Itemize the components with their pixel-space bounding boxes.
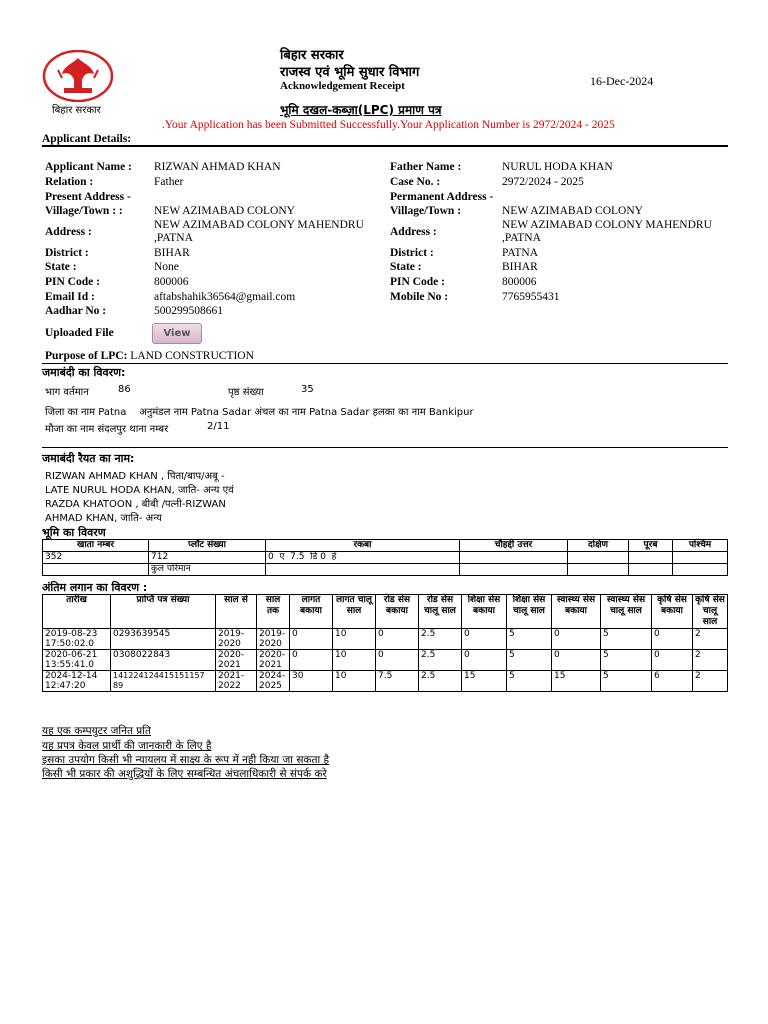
divider xyxy=(42,145,728,147)
column-header: लागत चालू साल xyxy=(333,595,376,629)
table-cell: 5 xyxy=(601,629,652,650)
footer-note: इसका उपयोग किसी भी न्यायलय में साक्ष्य के रूप में नही किया जा सकता है xyxy=(42,754,330,766)
table-header-row xyxy=(43,540,728,552)
email-label: Email Id : xyxy=(45,291,95,303)
table-cell: 0308022843 xyxy=(111,650,216,671)
table-cell: 2020-06-21 13:55:41.0 xyxy=(43,650,111,671)
mobile-label: Mobile No : xyxy=(390,291,449,303)
certificate-title: भूमि दखल-कब्ज़ा(LPC) प्रमाण पत्र xyxy=(280,103,442,117)
perm-address-line1: NEW AZIMABAD COLONY MAHENDRU xyxy=(502,219,712,231)
rent-heading: अंतिम लगान का विवरण : xyxy=(42,581,148,594)
department-name: राजस्व एवं भूमि सुधार विभाग xyxy=(280,65,420,80)
column-header: प्राप्ति पत्र संख्या xyxy=(111,595,216,629)
table-cell: 6 xyxy=(652,671,693,692)
table-cell: 2.5 xyxy=(419,671,462,692)
applicant-details-heading: Applicant Details: xyxy=(42,133,132,145)
father-name-label: Father Name : xyxy=(390,161,462,173)
address-line1: NEW AZIMABAD COLONY MAHENDRU xyxy=(154,219,364,231)
village-label: Village/Town : : xyxy=(45,205,123,217)
column-header: दक्षिण xyxy=(568,540,629,552)
table-cell: 0 xyxy=(462,650,507,671)
case-label: Case No. : xyxy=(390,176,441,188)
table-cell: 0 xyxy=(552,650,601,671)
bihar-emblem-icon xyxy=(42,50,114,102)
footer-note: यह प्रपत्र केवल प्रार्थी की जानकारी के लिए है xyxy=(42,740,212,752)
table-header-row xyxy=(43,595,728,629)
relation-label: Relation : xyxy=(45,176,94,188)
perm-pin-value: 800006 xyxy=(502,276,537,288)
government-name: बिहार सरकार xyxy=(280,48,344,63)
table-cell: 0 xyxy=(652,629,693,650)
perm-district-value: PATNA xyxy=(502,247,539,259)
father-name: NURUL HODA KHAN xyxy=(502,161,613,173)
column-header: पश्चिम xyxy=(673,540,728,552)
table-cell: 7.5 xyxy=(376,671,419,692)
view-file-button[interactable]: View xyxy=(152,323,202,344)
pin-value: 800006 xyxy=(154,276,189,288)
table-cell xyxy=(673,552,728,564)
table-cell: 5 xyxy=(507,629,552,650)
perm-district-label: District : xyxy=(390,247,434,259)
column-header: स्वास्थ्य सेस बकाया xyxy=(552,595,601,629)
land-heading: भूमि का विवरण xyxy=(42,526,106,539)
table-cell: 30 xyxy=(290,671,333,692)
raiyat-line: RAZDA KHATOON , बीबी /पत्नी-RIZWAN xyxy=(45,499,226,510)
applicant-name-label: Applicant Name : xyxy=(45,161,132,173)
footer-note: यह एक कम्पयुटर जनित प्रति xyxy=(42,725,151,737)
column-header: चौहद्दी उत्तर xyxy=(460,540,568,552)
table-cell: 5 xyxy=(601,671,652,692)
district-label: District : xyxy=(45,247,89,259)
table-cell xyxy=(43,564,149,576)
table-cell: 0 xyxy=(376,629,419,650)
purpose-label: Purpose of LPC: xyxy=(45,350,128,362)
table-row xyxy=(43,564,728,576)
table-cell: 0 ए 7.5 डि 0 हे xyxy=(266,552,460,564)
raiyat-line: RIZWAN AHMAD KHAN , पिता/बाप/अबू - xyxy=(45,471,225,482)
perm-pin-label: PIN Code : xyxy=(390,276,445,288)
column-header: कृषि सेस चालू साल xyxy=(693,595,728,629)
page-value: 35 xyxy=(301,384,314,395)
address-label: Address : xyxy=(45,226,92,238)
table-cell: 2 xyxy=(693,629,728,650)
table-cell xyxy=(568,564,629,576)
table-cell: 0 xyxy=(376,650,419,671)
location-line: जिला का नाम Patna अनुमंडल नाम Patna Sadar अंचल का नाम Patna Sadar हलका का नाम Bankipur xyxy=(45,407,474,418)
table-cell: 10 xyxy=(333,629,376,650)
table-cell: 10 xyxy=(333,650,376,671)
page-label: पृष्ठ संख्या xyxy=(228,387,264,398)
success-message: .Your Application has been Submitted Successfully.Your Application Number is 2972/2024 - 2025 xyxy=(162,119,615,131)
table-cell: 0 xyxy=(290,629,333,650)
table-cell: 0 xyxy=(652,650,693,671)
raiyat-line: AHMAD KHAN, जाति- अन्य xyxy=(45,513,162,524)
table-cell xyxy=(266,564,460,576)
table-cell: 10 xyxy=(333,671,376,692)
perm-address-line2: ,PATNA xyxy=(502,232,541,244)
table-cell: 2019-08-23 17:50:02.0 xyxy=(43,629,111,650)
aadhar-label: Aadhar No : xyxy=(45,305,107,317)
column-header: प्लॉट संख्या xyxy=(149,540,266,552)
column-header: कृषि सेस बकाया xyxy=(652,595,693,629)
relation-value: Father xyxy=(154,176,184,188)
table-cell: 352 xyxy=(43,552,149,564)
table-row xyxy=(43,552,728,564)
column-header: साल से xyxy=(216,595,257,629)
table-row xyxy=(43,629,728,650)
column-header: लागत बकाया xyxy=(290,595,333,629)
column-header: रोड सेस बकाया xyxy=(376,595,419,629)
applicant-name: RIZWAN AHMAD KHAN xyxy=(154,161,281,173)
table-cell xyxy=(568,552,629,564)
column-header: रोड सेस चालू साल xyxy=(419,595,462,629)
jamabandi-heading: जमाबंदी का विवरण: xyxy=(42,366,126,379)
thana-value: 2/11 xyxy=(207,421,230,432)
purpose-row xyxy=(45,350,254,362)
table-cell xyxy=(673,564,728,576)
table-cell: 2020-2021 xyxy=(257,650,290,671)
table-cell: 712 xyxy=(149,552,266,564)
present-address-label: Present Address - xyxy=(45,191,131,203)
perm-village-value: NEW AZIMABAD COLONY xyxy=(502,205,643,217)
table-cell xyxy=(460,552,568,564)
table-cell: 0 xyxy=(462,629,507,650)
column-header: खाता नम्बर xyxy=(43,540,149,552)
receipt-title: Acknowledgement Receipt xyxy=(280,80,405,92)
rent-table xyxy=(42,594,728,692)
raiyat-heading: जमाबंदी रैयत का नाम: xyxy=(42,452,135,465)
divider xyxy=(42,363,728,364)
table-cell: 2.5 xyxy=(419,650,462,671)
receipt-date: 16-Dec-2024 xyxy=(590,74,654,88)
village-value: NEW AZIMABAD COLONY xyxy=(154,205,295,217)
column-header: शिक्षा सेस चालू साल xyxy=(507,595,552,629)
raiyat-line: LATE NURUL HODA KHAN, जाति- अन्य एवं xyxy=(45,485,234,496)
table-cell xyxy=(629,552,673,564)
perm-village-label: Village/Town : xyxy=(390,205,462,217)
table-cell: 0293639545 xyxy=(111,629,216,650)
column-header: साल तक xyxy=(257,595,290,629)
logo-caption: बिहार सरकार xyxy=(52,105,101,116)
column-header: स्वास्थ्य सेस चालू साल xyxy=(601,595,652,629)
table-cell: 141224124415151157​89 xyxy=(111,671,216,692)
state-value: None xyxy=(154,261,179,273)
table-cell: 2.5 xyxy=(419,629,462,650)
perm-address-label: Address : xyxy=(390,226,437,238)
column-header: रकबा xyxy=(266,540,460,552)
table-cell: 2024-12-14 12:47:20 xyxy=(43,671,111,692)
address-line2: ,PATNA xyxy=(154,232,193,244)
table-row xyxy=(43,671,728,692)
email-value: aftabshahik36564@gmail.com xyxy=(154,291,296,303)
perm-state-value: BIHAR xyxy=(502,261,538,273)
mauja-label: मौजा का नाम संदलपुर थाना नम्बर xyxy=(45,424,169,435)
table-cell: 2 xyxy=(693,671,728,692)
purpose-value: LAND CONSTRUCTION xyxy=(130,350,254,362)
footer-note: किसी भी प्रकार की अशुद्धियों के लिए सम्बन्धित अंचलाधिकारी से संपर्क करे xyxy=(42,768,327,780)
table-cell: 15 xyxy=(552,671,601,692)
table-cell: 2020-2021 xyxy=(216,650,257,671)
table-cell: 2019-2020 xyxy=(257,629,290,650)
uploaded-file-label: Uploaded File xyxy=(45,327,114,339)
table-cell: 0 xyxy=(552,629,601,650)
table-cell: 2021-2022 xyxy=(216,671,257,692)
table-cell: 2019-2020 xyxy=(216,629,257,650)
land-table xyxy=(42,539,728,576)
table-cell: 5 xyxy=(507,671,552,692)
bhag-label: भाग वर्तमान xyxy=(45,387,89,398)
divider xyxy=(42,447,728,448)
bhag-value: 86 xyxy=(118,384,131,395)
state-label: State : xyxy=(45,261,77,273)
table-cell xyxy=(460,564,568,576)
table-cell: 2024-2025 xyxy=(257,671,290,692)
table-cell: 0 xyxy=(290,650,333,671)
total-label: कुल परिमान xyxy=(149,564,266,576)
pin-label: PIN Code : xyxy=(45,276,100,288)
mobile-value: 7765955431 xyxy=(502,291,560,303)
permanent-address-label: Permanent Address - xyxy=(390,191,494,203)
table-cell xyxy=(629,564,673,576)
column-header: तारीख xyxy=(43,595,111,629)
column-header: पूरब xyxy=(629,540,673,552)
table-row xyxy=(43,650,728,671)
table-cell: 15 xyxy=(462,671,507,692)
table-cell: 5 xyxy=(507,650,552,671)
table-cell: 5 xyxy=(601,650,652,671)
district-value: BIHAR xyxy=(154,247,190,259)
aadhar-value: 500299508661 xyxy=(154,305,223,317)
table-cell: 2 xyxy=(693,650,728,671)
column-header: शिक्षा सेस बकाया xyxy=(462,595,507,629)
perm-state-label: State : xyxy=(390,261,422,273)
case-value: 2972/2024 - 2025 xyxy=(502,176,584,188)
